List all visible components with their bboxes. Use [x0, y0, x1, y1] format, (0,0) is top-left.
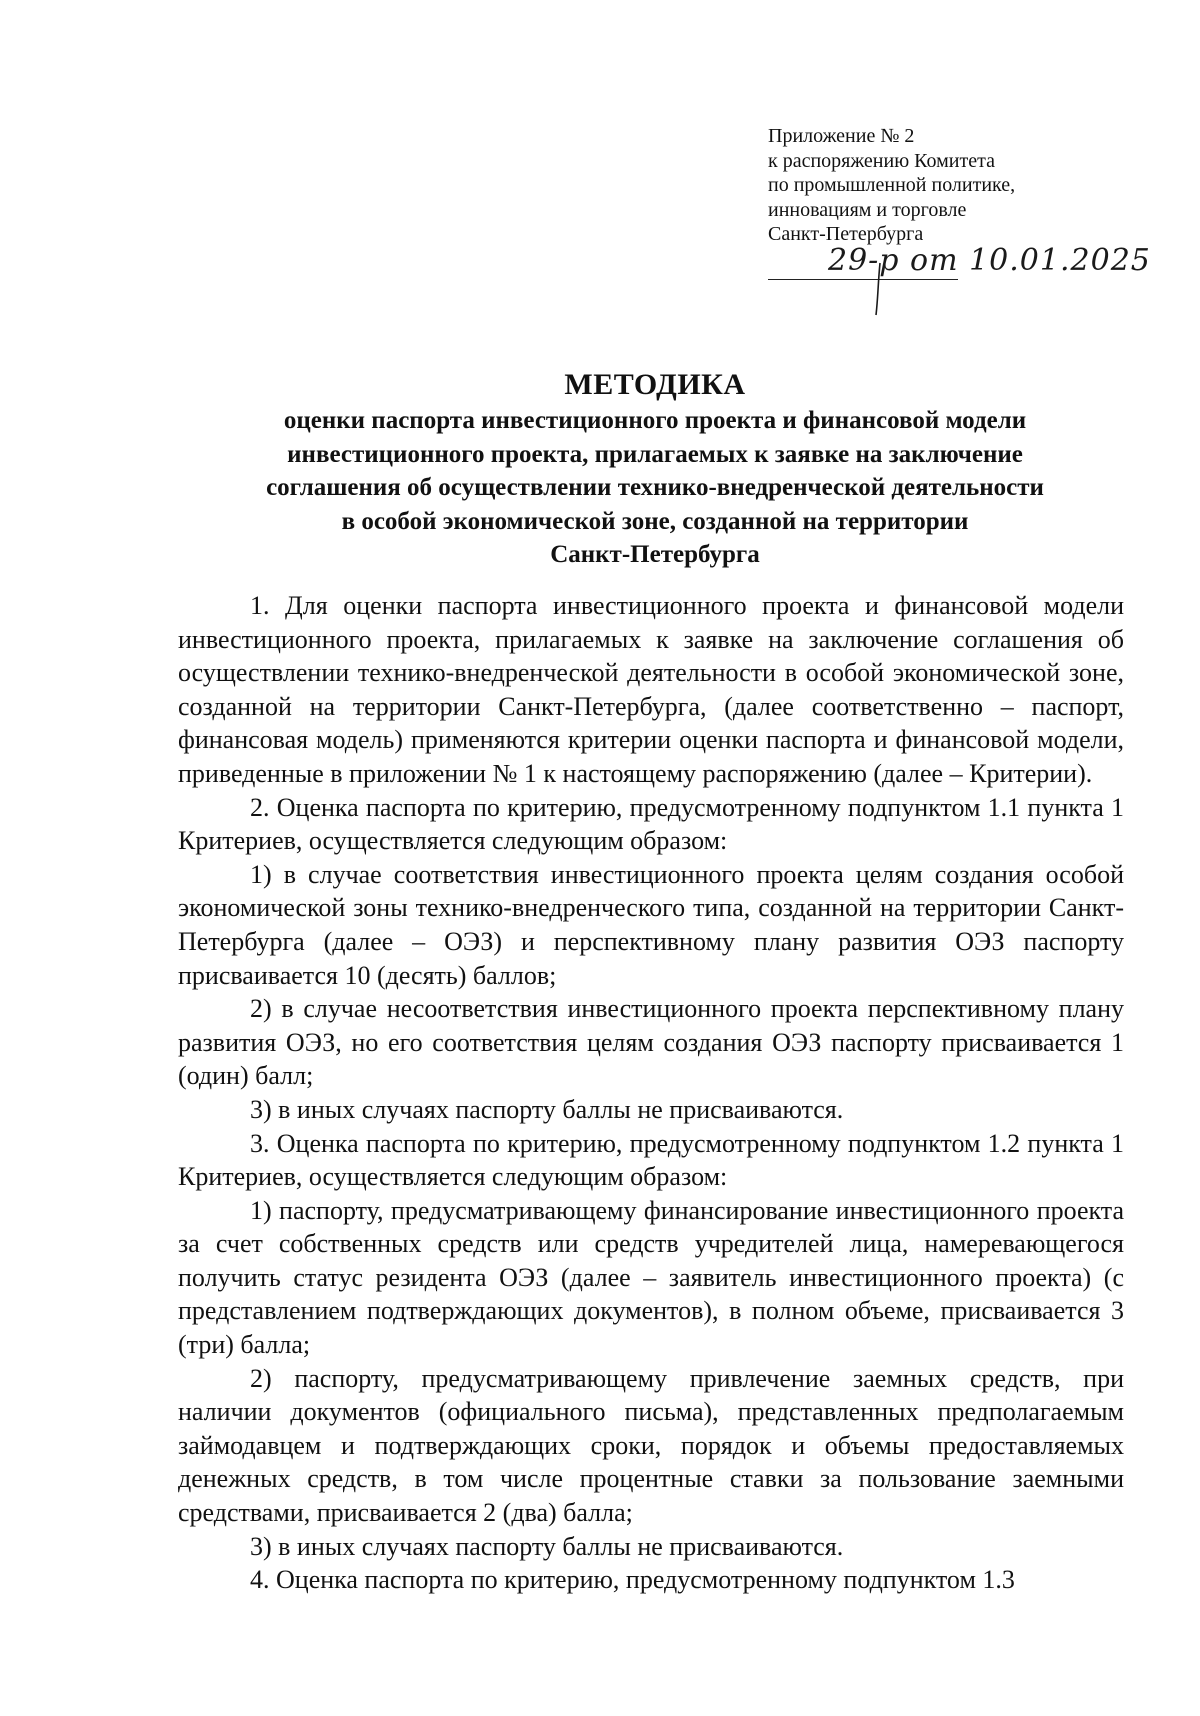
handwritten-number-date: 29-р от 10.01.2025: [828, 243, 1151, 278]
handwritten-stroke-icon: [768, 243, 1148, 323]
document-title: [140, 366, 1170, 572]
title-sub-line: Санкт-Петербурга: [550, 541, 760, 568]
appendix-line: Санкт-Петербурга: [768, 223, 924, 245]
paragraph: 3) в иных случаях паспорту баллы не присваиваются.: [250, 1094, 844, 1124]
appendix-line: инновациям и торговле: [768, 198, 967, 221]
handwritten-reference: [768, 243, 1151, 323]
title-subtitle: [140, 404, 1170, 572]
appendix-header: [768, 124, 1148, 247]
paragraph: 3. Оценка паспорта по критерию, предусмотренному подпунктом 1.2 пункта 1 Критериев, осуществляется следующим образом:: [178, 1128, 1124, 1192]
appendix-line: к распоряжению Комитета: [768, 149, 995, 172]
paragraph: 2. Оценка паспорта по критерию, предусмотренному подпунктом 1.1 пункта 1 Критериев, осуществляется следующим образом:: [178, 792, 1124, 856]
paragraph: 1) в случае соответствия инвестиционного проекта целям создания особой экономической зоны технико-внедренческого типа, созданной на территории Санкт-Петербурга (далее – ОЭЗ) и перспективному плану развития ОЭЗ паспорту присваивается 10 (десять) баллов;: [178, 859, 1124, 990]
title-sub-line: оценки паспорта инвестиционного проекта и финансовой модели: [283, 407, 1027, 434]
appendix-line: Приложение № 2: [768, 125, 915, 147]
title-main: МЕТОДИКА: [564, 368, 746, 401]
paragraph: 3) в иных случаях паспорту баллы не присваиваются.: [250, 1531, 844, 1561]
paragraph: 1) паспорту, предусматривающему финансирование инвестиционного проекта за счет собственных средств или средств учредителей лица, намеревающегося получить статус резидента ОЭЗ (далее – заявитель инвестиционного проекта) (с представлением подтверждающих документов), в полном объеме, присваивается 3 (три) балла;: [178, 1195, 1124, 1360]
title-sub-line: в особой экономической зоне, созданной на территории: [341, 507, 969, 535]
title-sub-line: соглашения об осуществлении технико-внедренческой деятельности: [266, 474, 1044, 501]
appendix-line: по промышленной политике,: [768, 174, 1016, 196]
title-sub-line: инвестиционного проекта, прилагаемых к заявке на заключение: [287, 440, 1023, 468]
paragraph: 4. Оценка паспорта по критерию, предусмотренному подпунктом 1.3: [250, 1565, 1015, 1595]
paragraph: 1. Для оценки паспорта инвестиционного проекта и финансовой модели инвестиционного проекта, прилагаемых к заявке на заключение соглашения об осуществлении технико-внедренческой деятельности в особой экономической зоне, созданной на территории Санкт-Петербурга, (далее соответственно – паспорт, финансовая модель) применяются критерии оценки паспорта и финансовой модели, приведенные в приложении № 1 к настоящему распоряжению (далее – Критерии).: [178, 591, 1124, 788]
paragraph: 2) в случае несоответствия инвестиционного проекта перспективному плану развития ОЭЗ, но его соответствия целям создания ОЭЗ паспорту присваивается 1 (один) балл;: [178, 994, 1124, 1091]
document-body: [178, 589, 1124, 1597]
paragraph: 2) паспорту, предусматривающему привлечение заемных средств, при наличии документов (официального письма), представленных предполагаемым займодавцем и подтверждающих сроки, порядок и объемы предоставляемых денежных средств, в том числе процентные ставки за пользование заемными средствами, присваивается 2 (два) балла;: [178, 1363, 1124, 1528]
